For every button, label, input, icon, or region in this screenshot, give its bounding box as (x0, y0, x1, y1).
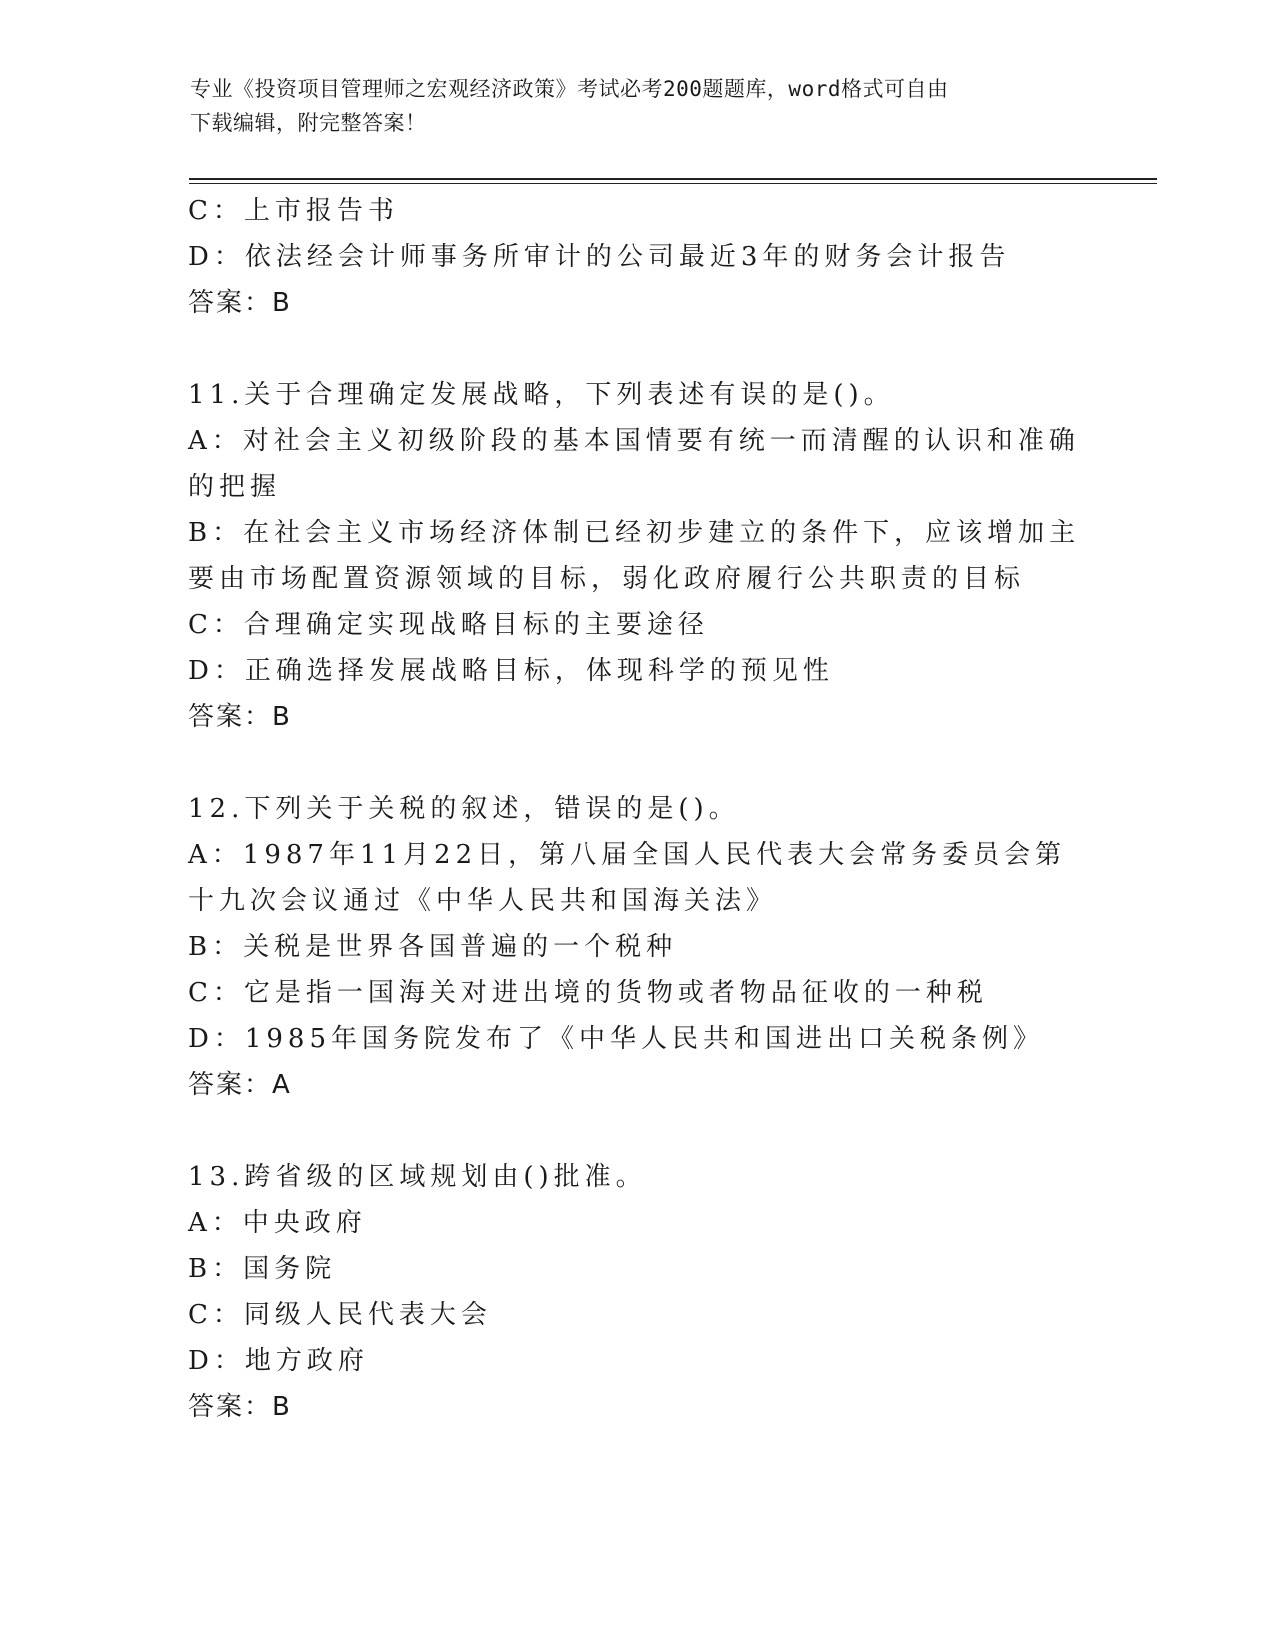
spacer (188, 740, 1088, 786)
option-a: A：对社会主义初级阶段的基本国情要有统一而清醒的认识和准确的把握 (188, 426, 1080, 502)
answer-line: 答案：B (188, 1392, 292, 1422)
question-stem: 12.下列关于关税的叙述，错误的是()。 (188, 794, 740, 824)
answer-line: 答案：B (188, 288, 292, 318)
answer-line: 答案：A (188, 1070, 292, 1100)
option-c: C：同级人民代表大会 (188, 1300, 492, 1330)
option-b: B：关税是世界各国普遍的一个税种 (188, 932, 678, 962)
question-stem: 11.关于合理确定发展战略，下列表述有误的是()。 (188, 380, 895, 410)
option-c: C：它是指一国海关对进出境的货物或者物品征收的一种税 (188, 978, 988, 1008)
header-divider-thick (189, 178, 1157, 180)
option-c: C：合理确定实现战略目标的主要途径 (188, 610, 709, 640)
header-title-line-2: 下载编辑，附完整答案！ (190, 111, 427, 135)
option-d: D：正确选择发展战略目标，体现科学的预见性 (188, 656, 834, 686)
option-b: B：国务院 (188, 1254, 337, 1284)
header-title-line-1: 专业《投资项目管理师之宏观经济政策》考试必考200题题库，word格式可自由 (190, 77, 949, 101)
question-13 (188, 1154, 1088, 1430)
option-d: D：1985年国务院发布了《中华人民共和国进出口关税条例》 (188, 1024, 1045, 1054)
option-a: A：中央政府 (188, 1208, 367, 1238)
question-12 (188, 786, 1088, 1108)
question-list (188, 188, 1088, 1430)
option-c: C：上市报告书 (188, 196, 399, 226)
option-d: D：地方政府 (188, 1346, 369, 1376)
option-a: A：1987年11月22日，第八届全国人民代表大会常务委员会第十九次会议通过《中华人民共和国海关法》 (188, 840, 1067, 916)
spacer (188, 1108, 1088, 1154)
spacer (188, 326, 1088, 372)
header-divider-thin (189, 183, 1157, 184)
option-b: B：在社会主义市场经济体制已经初步建立的条件下，应该增加主要由市场配置资源领域的目标，弱化政府履行公共职责的目标 (188, 518, 1081, 594)
option-d: D：依法经会计师事务所审计的公司最近3年的财务会计报告 (188, 242, 1011, 272)
question-10-tail (188, 188, 1088, 326)
document-header (190, 72, 1090, 140)
question-11 (188, 372, 1088, 740)
question-stem: 13.跨省级的区域规划由()批准。 (188, 1162, 647, 1192)
answer-line: 答案：B (188, 702, 292, 732)
